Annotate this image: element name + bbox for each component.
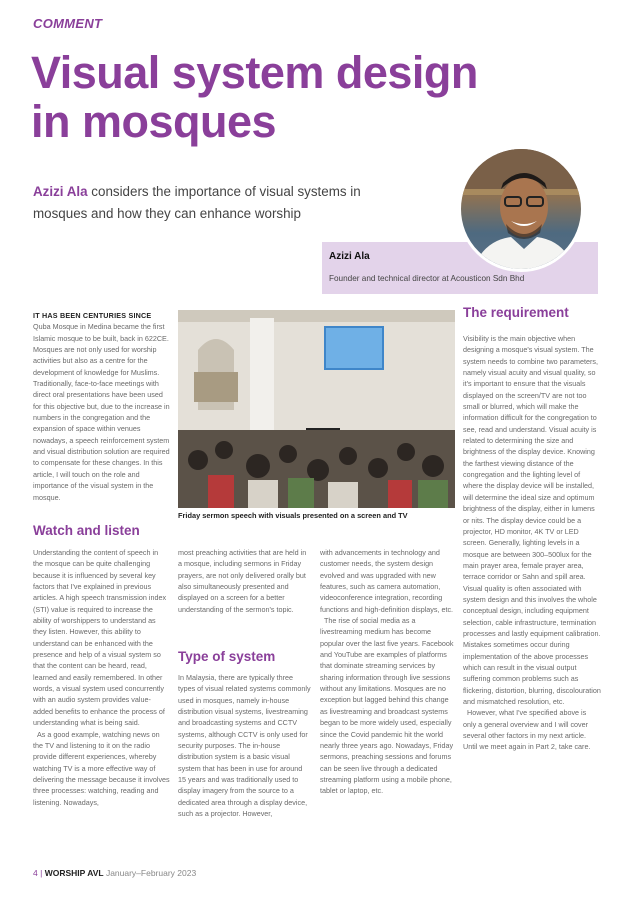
paragraph: The rise of social media as a livestreaming medium has become popular over the last five years. Facebook and YouTube are examples of platforms that dominate streaming services by sharing information through live sessions without any limitations. Mosques are no exception but lagged behind this change as livestreaming and broadcast systems began to be more widely used, especially since the Covid pandemic hit the world nearly three years ago. Nowadays, Friday sermons, preaching sessions and forums can be seen live through a dedicated streaming platform using a mobile phone, tablet or laptop, etc. [320,616,454,796]
lead-in: IT HAS BEEN CENTURIES SINCE [33,311,152,320]
author-portrait [458,146,584,272]
magazine-name: WORSHIP AVL [44,868,104,878]
column-4 [463,333,601,753]
page-number: 4 [33,868,38,878]
author-role: Founder and technical director at Acousticon Sdn Bhd [329,274,525,283]
column-1-continued [33,547,170,808]
page-title: Visual system design in mosques [31,47,478,147]
column-2-continued [178,672,311,819]
photo-caption: Friday sermon speech with visuals presented on a screen and TV [178,511,408,520]
heading-watch-and-listen: Watch and listen [33,523,140,538]
column-3 [320,547,456,797]
paragraph: Visibility is the main objective when designing a mosque's visual system. The system needs to combine two parameters, namely visual acuity and visual quality, so it's important to ensure that the visuals displayed on the screen/TV are not too small or blurred, which will make the information difficult for the congregation to see, read and understand. Visual acuity is related to determining the size and brightness of the display device. Knowing the farthest viewing distance of the congregation and the lighting level of where the display device will be installed, will determine the ideal size and optimum brightness of the display, either in lumens or nits. The display device could be a projector, HD monitor, 4K TV or LED screen. Generally, lighting levels in a mosque are between 300–500lux for the main prayer area, female prayer area, terrace corridor or Sahn and spill area. Visual quality is often associated with system design and this involves the whole conceptual design, including equipment selection, cable infrastructure, termination processes and lastly equipment calibration. Mistakes sometimes occur during implementation of the above processes which can result in the visual output suffering common problems such as flickering, distortion, blurring, discolouration and mismatched resolution, etc. [463,334,601,706]
page-footer [33,868,196,878]
column-1 [33,310,170,503]
author-name: Azizi Ala [329,251,370,262]
standfirst-text: considers the importance of visual systems in mosques and how they can enhance worship [33,184,361,221]
heading-type-of-system: Type of system [178,649,276,664]
standfirst-author: Azizi Ala [33,184,88,199]
article-photo [178,310,455,508]
issue-date: January–February 2023 [103,868,197,878]
paragraph: In Malaysia, there are typically three types of visual related systems commonly used in mosques, namely in-house distribution visual systems, livestreaming and broadcasting systems and CCTV systems, although CCTV is only used for security purposes. The in-house distribution system is a basic visual system that has been in use for around 15 years and was traditionally used to display imagery from the source to a dedicated area through a display device, such as a projector. However, [178,673,311,819]
paragraph: Understanding the content of speech in the mosque can be quite challenging because it is influenced by several key factors that I've explained in previous articles. A high speech transmission index (STI) value is required to increase the ability of worshippers to understand as they listen. However, this ability to understand can be enhanced with the presence and help of a visual system so that the content can be heard, read, learned and easily remembered. In other words, a visual system used concurrently with an audio system provides value-added benefits to enhance the process of understanding what is being said. [33,548,167,728]
section-label: COMMENT [33,16,103,31]
paragraph: As a good example, watching news on the TV and listening to it on the radio provide different experiences, whereby watching TV is a more effective way of delivering the message because it involves three processes: watching, reading and listening. Nowadays, [33,729,170,807]
footer-divider: | [40,868,43,878]
paragraph: with advancements in technology and customer needs, the system design evolved and was upgraded with new features, such as camera automation, videoconference integration, recording functions and high-definition displays, etc. [320,548,454,614]
column-2 [178,547,311,615]
paragraph: most preaching activities that are held in a mosque, including sermons in Friday prayers, are not only delivered orally but also simultaneously presented and displayed on a screen for a better understanding of the sermon's topic. [178,548,307,614]
heading-the-requirement: The requirement [463,305,569,320]
paragraph: Quba Mosque in Medina became the first Islamic mosque to be built, back in 622CE. Mosques are not only used for worship activities but also as a centre for the development of knowledge for Muslims. Traditionally, face-to-face meetings with direct oral presentations have been used for this objective but, due to the increase in numbers in the congregation and the expansion of space within venues nowadays, a speech reinforcement system and visual distribution solution are required to compensate for these changes. In this article, I will touch on the role and importance of the visual system in the mosque. [33,322,170,502]
paragraph: However, what I've specified above is only a general overview and I will cover several other factors in my next article. Until we meet again in Part 2, take care. [463,708,591,752]
standfirst [33,181,393,225]
